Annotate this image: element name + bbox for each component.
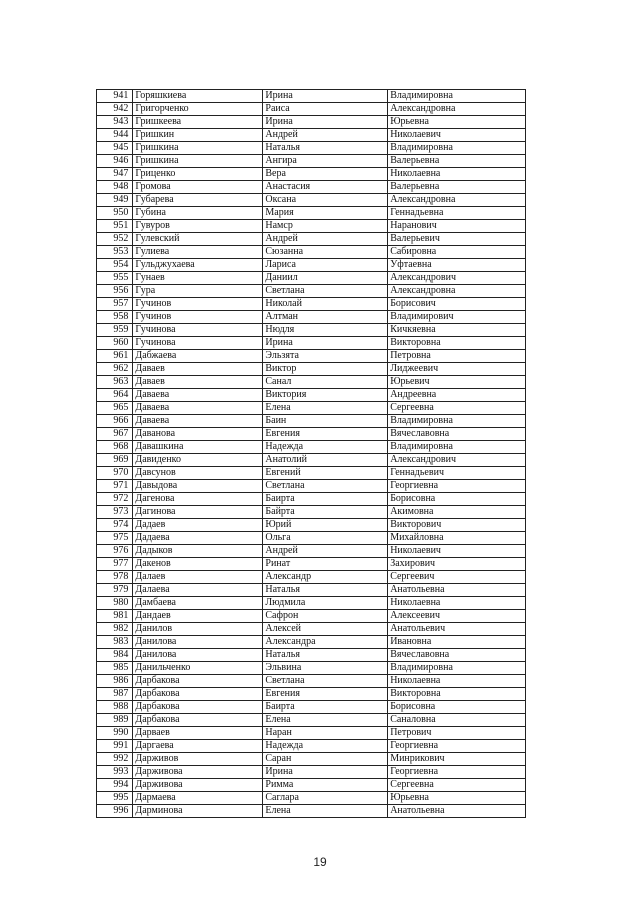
table-row: [97, 324, 526, 337]
table-row: [97, 428, 526, 441]
row-number-cell: 952: [97, 233, 133, 246]
row-number-cell: 964: [97, 389, 133, 402]
first-name-cell: Сюзанна: [263, 246, 388, 259]
first-name-cell: Ирина: [263, 116, 388, 129]
row-number-cell: 942: [97, 103, 133, 116]
row-number-cell: 990: [97, 727, 133, 740]
table-row: [97, 701, 526, 714]
first-name-cell: Евгения: [263, 688, 388, 701]
row-number-cell: 986: [97, 675, 133, 688]
patronymic-cell: Сергеевна: [388, 402, 526, 415]
patronymic-cell: Захирович: [388, 558, 526, 571]
patronymic-cell: Уфтаевна: [388, 259, 526, 272]
table-row: [97, 298, 526, 311]
patronymic-cell: Владимировна: [388, 662, 526, 675]
row-number-cell: 972: [97, 493, 133, 506]
first-name-cell: Анастасия: [263, 181, 388, 194]
row-number-cell: 947: [97, 168, 133, 181]
first-name-cell: Александр: [263, 571, 388, 584]
surname-cell: Гура: [133, 285, 263, 298]
first-name-cell: Виктория: [263, 389, 388, 402]
first-name-cell: Байрта: [263, 506, 388, 519]
first-name-cell: Наталья: [263, 584, 388, 597]
patronymic-cell: Вячеславовна: [388, 649, 526, 662]
first-name-cell: Ирина: [263, 337, 388, 350]
table-row: [97, 454, 526, 467]
row-number-cell: 954: [97, 259, 133, 272]
first-name-cell: Ирина: [263, 90, 388, 103]
surname-cell: Даваева: [133, 415, 263, 428]
table-row: [97, 285, 526, 298]
first-name-cell: Саран: [263, 753, 388, 766]
patronymic-cell: Сергеевна: [388, 779, 526, 792]
patronymic-cell: Лиджеевич: [388, 363, 526, 376]
table-row: [97, 259, 526, 272]
names-table-body: [97, 90, 526, 818]
first-name-cell: Анатолий: [263, 454, 388, 467]
first-name-cell: Оксана: [263, 194, 388, 207]
row-number-cell: 949: [97, 194, 133, 207]
patronymic-cell: Александровна: [388, 285, 526, 298]
row-number-cell: 969: [97, 454, 133, 467]
surname-cell: Гришкеева: [133, 116, 263, 129]
row-number-cell: 965: [97, 402, 133, 415]
table-row: [97, 194, 526, 207]
table-row: [97, 415, 526, 428]
surname-cell: Григорченко: [133, 103, 263, 116]
surname-cell: Дакенов: [133, 558, 263, 571]
first-name-cell: Наран: [263, 727, 388, 740]
table-row: [97, 142, 526, 155]
patronymic-cell: Наранович: [388, 220, 526, 233]
surname-cell: Гульджухаева: [133, 259, 263, 272]
row-number-cell: 977: [97, 558, 133, 571]
first-name-cell: Евгений: [263, 467, 388, 480]
surname-cell: Гришкина: [133, 142, 263, 155]
row-number-cell: 968: [97, 441, 133, 454]
table-row: [97, 220, 526, 233]
table-row: [97, 636, 526, 649]
patronymic-cell: Викторович: [388, 519, 526, 532]
patronymic-cell: Анатольевна: [388, 584, 526, 597]
patronymic-cell: Викторовна: [388, 688, 526, 701]
surname-cell: Дадыков: [133, 545, 263, 558]
patronymic-cell: Сергеевич: [388, 571, 526, 584]
first-name-cell: Раиса: [263, 103, 388, 116]
row-number-cell: 996: [97, 805, 133, 818]
patronymic-cell: Борисович: [388, 298, 526, 311]
table-row: [97, 376, 526, 389]
patronymic-cell: Владимирович: [388, 311, 526, 324]
names-table: [96, 89, 526, 818]
first-name-cell: Андрей: [263, 233, 388, 246]
row-number-cell: 993: [97, 766, 133, 779]
row-number-cell: 948: [97, 181, 133, 194]
table-row: [97, 129, 526, 142]
surname-cell: Давиденко: [133, 454, 263, 467]
surname-cell: Гришкин: [133, 129, 263, 142]
first-name-cell: Санал: [263, 376, 388, 389]
patronymic-cell: Геннадьевна: [388, 207, 526, 220]
patronymic-cell: Борисовна: [388, 701, 526, 714]
patronymic-cell: Михайловна: [388, 532, 526, 545]
first-name-cell: Виктор: [263, 363, 388, 376]
patronymic-cell: Валерьевна: [388, 181, 526, 194]
table-row: [97, 753, 526, 766]
first-name-cell: Светлана: [263, 480, 388, 493]
row-number-cell: 945: [97, 142, 133, 155]
patronymic-cell: Николаевич: [388, 545, 526, 558]
patronymic-cell: Кичкяевна: [388, 324, 526, 337]
row-number-cell: 951: [97, 220, 133, 233]
patronymic-cell: Александровна: [388, 194, 526, 207]
surname-cell: Гриценко: [133, 168, 263, 181]
first-name-cell: Наталья: [263, 142, 388, 155]
patronymic-cell: Георгиевна: [388, 740, 526, 753]
row-number-cell: 943: [97, 116, 133, 129]
first-name-cell: Евгения: [263, 428, 388, 441]
first-name-cell: Вера: [263, 168, 388, 181]
patronymic-cell: Минрикович: [388, 753, 526, 766]
table-row: [97, 571, 526, 584]
patronymic-cell: Николаевна: [388, 168, 526, 181]
table-row: [97, 545, 526, 558]
patronymic-cell: Сабировна: [388, 246, 526, 259]
surname-cell: Давашкина: [133, 441, 263, 454]
patronymic-cell: Анатольевич: [388, 623, 526, 636]
row-number-cell: 978: [97, 571, 133, 584]
table-row: [97, 792, 526, 805]
surname-cell: Дарживова: [133, 766, 263, 779]
row-number-cell: 980: [97, 597, 133, 610]
surname-cell: Дарбакова: [133, 701, 263, 714]
first-name-cell: Баин: [263, 415, 388, 428]
patronymic-cell: Петрович: [388, 727, 526, 740]
first-name-cell: Елена: [263, 714, 388, 727]
first-name-cell: Людмила: [263, 597, 388, 610]
surname-cell: Даргаева: [133, 740, 263, 753]
surname-cell: Дагинова: [133, 506, 263, 519]
surname-cell: Дармаева: [133, 792, 263, 805]
row-number-cell: 967: [97, 428, 133, 441]
surname-cell: Дарбакова: [133, 675, 263, 688]
surname-cell: Гулиева: [133, 246, 263, 259]
first-name-cell: Андрей: [263, 545, 388, 558]
surname-cell: Губарева: [133, 194, 263, 207]
row-number-cell: 973: [97, 506, 133, 519]
surname-cell: Даванова: [133, 428, 263, 441]
patronymic-cell: Александровна: [388, 103, 526, 116]
row-number-cell: 955: [97, 272, 133, 285]
surname-cell: Горяшкиева: [133, 90, 263, 103]
table-row: [97, 558, 526, 571]
patronymic-cell: Алексеевич: [388, 610, 526, 623]
surname-cell: Данилов: [133, 623, 263, 636]
row-number-cell: 994: [97, 779, 133, 792]
row-number-cell: 957: [97, 298, 133, 311]
first-name-cell: Светлана: [263, 285, 388, 298]
first-name-cell: Алтман: [263, 311, 388, 324]
surname-cell: Дабжаева: [133, 350, 263, 363]
surname-cell: Данилова: [133, 649, 263, 662]
table-row: [97, 207, 526, 220]
patronymic-cell: Викторовна: [388, 337, 526, 350]
patronymic-cell: Вячеславовна: [388, 428, 526, 441]
table-row: [97, 740, 526, 753]
table-row: [97, 714, 526, 727]
first-name-cell: Баирта: [263, 701, 388, 714]
first-name-cell: Саглара: [263, 792, 388, 805]
first-name-cell: Сафрон: [263, 610, 388, 623]
row-number-cell: 959: [97, 324, 133, 337]
table-row: [97, 441, 526, 454]
row-number-cell: 989: [97, 714, 133, 727]
surname-cell: Дамбаева: [133, 597, 263, 610]
table-row: [97, 506, 526, 519]
row-number-cell: 946: [97, 155, 133, 168]
first-name-cell: Ангира: [263, 155, 388, 168]
table-row: [97, 350, 526, 363]
first-name-cell: Александра: [263, 636, 388, 649]
row-number-cell: 966: [97, 415, 133, 428]
table-row: [97, 467, 526, 480]
row-number-cell: 984: [97, 649, 133, 662]
surname-cell: Дадаев: [133, 519, 263, 532]
surname-cell: Даваев: [133, 363, 263, 376]
row-number-cell: 958: [97, 311, 133, 324]
table-row: [97, 246, 526, 259]
patronymic-cell: Николаевна: [388, 675, 526, 688]
patronymic-cell: Андреевна: [388, 389, 526, 402]
row-number-cell: 991: [97, 740, 133, 753]
first-name-cell: Светлана: [263, 675, 388, 688]
first-name-cell: Римма: [263, 779, 388, 792]
surname-cell: Дарживов: [133, 753, 263, 766]
row-number-cell: 982: [97, 623, 133, 636]
surname-cell: Далаев: [133, 571, 263, 584]
patronymic-cell: Юрьевич: [388, 376, 526, 389]
surname-cell: Гунаев: [133, 272, 263, 285]
first-name-cell: Эльвина: [263, 662, 388, 675]
table-row: [97, 779, 526, 792]
table-row: [97, 337, 526, 350]
table-row: [97, 519, 526, 532]
surname-cell: Даваев: [133, 376, 263, 389]
surname-cell: Гришкина: [133, 155, 263, 168]
row-number-cell: 988: [97, 701, 133, 714]
table-row: [97, 272, 526, 285]
table-row: [97, 480, 526, 493]
row-number-cell: 956: [97, 285, 133, 298]
patronymic-cell: Александрович: [388, 454, 526, 467]
surname-cell: Дарживова: [133, 779, 263, 792]
patronymic-cell: Борисовна: [388, 493, 526, 506]
first-name-cell: Баирта: [263, 493, 388, 506]
row-number-cell: 970: [97, 467, 133, 480]
row-number-cell: 979: [97, 584, 133, 597]
row-number-cell: 995: [97, 792, 133, 805]
row-number-cell: 950: [97, 207, 133, 220]
table-row: [97, 597, 526, 610]
first-name-cell: Даниил: [263, 272, 388, 285]
first-name-cell: Надежда: [263, 441, 388, 454]
first-name-cell: Юрий: [263, 519, 388, 532]
surname-cell: Гучинова: [133, 324, 263, 337]
patronymic-cell: Владимировна: [388, 441, 526, 454]
surname-cell: Гучинов: [133, 311, 263, 324]
surname-cell: Дагенова: [133, 493, 263, 506]
patronymic-cell: Валерьевич: [388, 233, 526, 246]
patronymic-cell: Геннадьевич: [388, 467, 526, 480]
surname-cell: Гучинова: [133, 337, 263, 350]
table-row: [97, 766, 526, 779]
row-number-cell: 961: [97, 350, 133, 363]
row-number-cell: 974: [97, 519, 133, 532]
surname-cell: Гучинов: [133, 298, 263, 311]
first-name-cell: Николай: [263, 298, 388, 311]
row-number-cell: 975: [97, 532, 133, 545]
table-row: [97, 649, 526, 662]
surname-cell: Давыдова: [133, 480, 263, 493]
table-row: [97, 155, 526, 168]
surname-cell: Даваева: [133, 389, 263, 402]
row-number-cell: 983: [97, 636, 133, 649]
table-row: [97, 363, 526, 376]
first-name-cell: Ирина: [263, 766, 388, 779]
table-row: [97, 116, 526, 129]
patronymic-cell: Акимовна: [388, 506, 526, 519]
patronymic-cell: Анатольевна: [388, 805, 526, 818]
first-name-cell: Елена: [263, 805, 388, 818]
table-row: [97, 584, 526, 597]
row-number-cell: 992: [97, 753, 133, 766]
row-number-cell: 953: [97, 246, 133, 259]
table-row: [97, 103, 526, 116]
table-row: [97, 532, 526, 545]
patronymic-cell: Владимировна: [388, 142, 526, 155]
patronymic-cell: Ивановна: [388, 636, 526, 649]
surname-cell: Давсунов: [133, 467, 263, 480]
table-row: [97, 805, 526, 818]
patronymic-cell: Георгиевна: [388, 766, 526, 779]
row-number-cell: 981: [97, 610, 133, 623]
table-row: [97, 90, 526, 103]
table-row: [97, 675, 526, 688]
first-name-cell: Ольга: [263, 532, 388, 545]
patronymic-cell: Юрьевна: [388, 792, 526, 805]
row-number-cell: 941: [97, 90, 133, 103]
row-number-cell: 985: [97, 662, 133, 675]
surname-cell: Дадаева: [133, 532, 263, 545]
patronymic-cell: Александрович: [388, 272, 526, 285]
table-row: [97, 311, 526, 324]
patronymic-cell: Георгиевна: [388, 480, 526, 493]
first-name-cell: Елена: [263, 402, 388, 415]
first-name-cell: Надежда: [263, 740, 388, 753]
table-row: [97, 727, 526, 740]
table-row: [97, 168, 526, 181]
table-row: [97, 402, 526, 415]
surname-cell: Дарбакова: [133, 688, 263, 701]
row-number-cell: 962: [97, 363, 133, 376]
first-name-cell: Андрей: [263, 129, 388, 142]
row-number-cell: 963: [97, 376, 133, 389]
surname-cell: Дандаев: [133, 610, 263, 623]
surname-cell: Данильченко: [133, 662, 263, 675]
table-row: [97, 389, 526, 402]
row-number-cell: 976: [97, 545, 133, 558]
surname-cell: Даваева: [133, 402, 263, 415]
first-name-cell: Намср: [263, 220, 388, 233]
surname-cell: Громова: [133, 181, 263, 194]
table-row: [97, 181, 526, 194]
row-number-cell: 944: [97, 129, 133, 142]
first-name-cell: Лариса: [263, 259, 388, 272]
surname-cell: Дарваев: [133, 727, 263, 740]
surname-cell: Дарбакова: [133, 714, 263, 727]
table-row: [97, 662, 526, 675]
table-row: [97, 610, 526, 623]
table-row: [97, 623, 526, 636]
first-name-cell: Мария: [263, 207, 388, 220]
surname-cell: Данилова: [133, 636, 263, 649]
table-row: [97, 493, 526, 506]
patronymic-cell: Юрьевна: [388, 116, 526, 129]
patronymic-cell: Владимировна: [388, 415, 526, 428]
row-number-cell: 960: [97, 337, 133, 350]
patronymic-cell: Валерьевна: [388, 155, 526, 168]
patronymic-cell: Саналовна: [388, 714, 526, 727]
surname-cell: Дарминова: [133, 805, 263, 818]
first-name-cell: Наталья: [263, 649, 388, 662]
first-name-cell: Нюдля: [263, 324, 388, 337]
first-name-cell: Алексей: [263, 623, 388, 636]
patronymic-cell: Петровна: [388, 350, 526, 363]
row-number-cell: 971: [97, 480, 133, 493]
patronymic-cell: Николаевич: [388, 129, 526, 142]
surname-cell: Гулевский: [133, 233, 263, 246]
table-row: [97, 688, 526, 701]
first-name-cell: Ринат: [263, 558, 388, 571]
patronymic-cell: Николаевна: [388, 597, 526, 610]
patronymic-cell: Владимировна: [388, 90, 526, 103]
surname-cell: Гувуров: [133, 220, 263, 233]
first-name-cell: Эльзята: [263, 350, 388, 363]
page-number: 19: [313, 855, 327, 869]
row-number-cell: 987: [97, 688, 133, 701]
surname-cell: Губина: [133, 207, 263, 220]
surname-cell: Далаева: [133, 584, 263, 597]
table-row: [97, 233, 526, 246]
